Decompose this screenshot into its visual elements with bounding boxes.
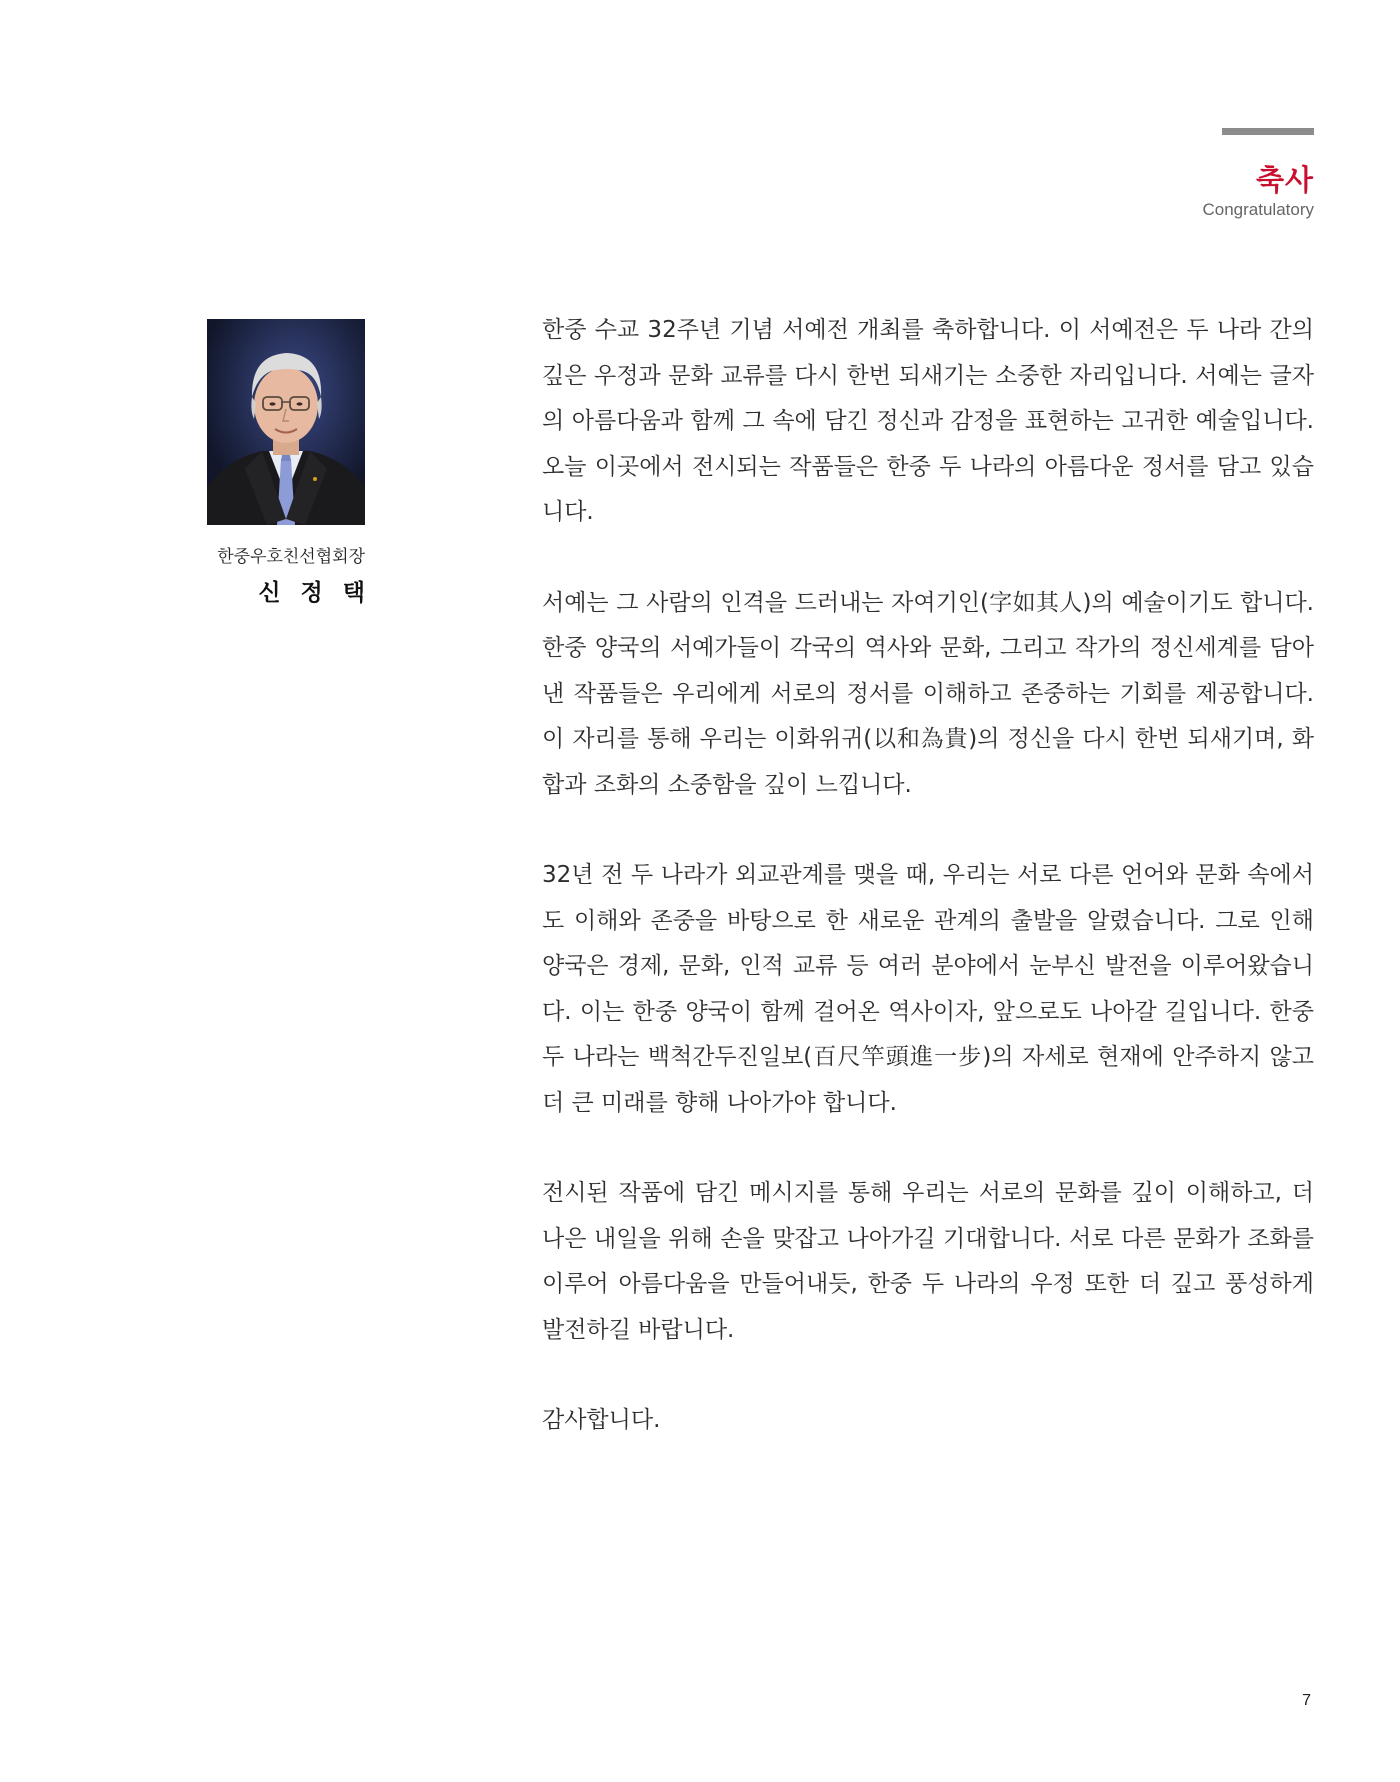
page-number: 7 [1302, 1692, 1311, 1709]
message-paragraph-3: 32년 전 두 나라가 외교관계를 맺을 때, 우리는 서로 다른 언어와 문화 속에서도 이해와 존중을 바탕으로 한 새로운 관계의 출발을 알렸습니다. 그로 인해 양국은 경제, 문화, 인적 교류 등 여러 분야에서 눈부신 발전을 이루어왔습니다. 이는 한중 양국이 함께 걸어온 역사이자, 앞으로도 나아갈 길입니다. 한중 두 나라는 백척간두진일보(百尺竿頭進一步)의 자세로 현재에 안주하지 않고 더 큰 미래를 향해 나아가야 합니다. [542, 862, 1314, 1116]
message-paragraph-4: 전시된 작품에 담긴 메시지를 통해 우리는 서로의 문화를 깊이 이해하고, 더 나은 내일을 위해 손을 맞잡고 나아가길 기대합니다. 서로 다른 문화가 조화를 이루어 아름다움을 만들어내듯, 한중 두 나라의 우정 또한 더 깊고 풍성하게 발전하길 바랍니다. [542, 1180, 1314, 1343]
author-portrait [207, 319, 365, 525]
congratulatory-message [542, 308, 1314, 1489]
message-paragraph-2: 서예는 그 사람의 인격을 드러내는 자여기인(字如其人)의 예술이기도 합니다. 한중 양국의 서예가들이 각국의 역사와 문화, 그리고 작가의 정신세계를 담아낸 작품들은 우리에게 서로의 정서를 이해하고 존중하는 기회를 제공합니다. 이 자리를 통해 우리는 이화위귀(以和為貴)의 정신을 다시 한번 되새기며, 화합과 조화의 소중함을 깊이 느낍니다. [542, 589, 1314, 798]
author-name: 신 정 택 [258, 580, 371, 606]
section-title: 축사 [1255, 163, 1314, 197]
message-paragraph-1: 한중 수교 32주년 기념 서예전 개최를 축하합니다. 이 서예전은 두 나라 간의 깊은 우정과 문화 교류를 다시 한번 되새기는 소중한 자리입니다. 서예는 글자의 아름다움과 함께 그 속에 담긴 정신과 감정을 표현하는 고귀한 예술입니다. 오늘 이곳에서 전시되는 작품들은 한중 두 나라의 아름다운 정서를 담고 있습니다. [542, 317, 1314, 525]
header-rule [1222, 128, 1314, 135]
message-closing: 감사합니다. [542, 1407, 661, 1433]
author-role: 한중우호친선협회장 [217, 547, 365, 567]
section-subtitle: Congratulatory [1202, 200, 1314, 219]
portrait-photo-icon [207, 319, 365, 525]
